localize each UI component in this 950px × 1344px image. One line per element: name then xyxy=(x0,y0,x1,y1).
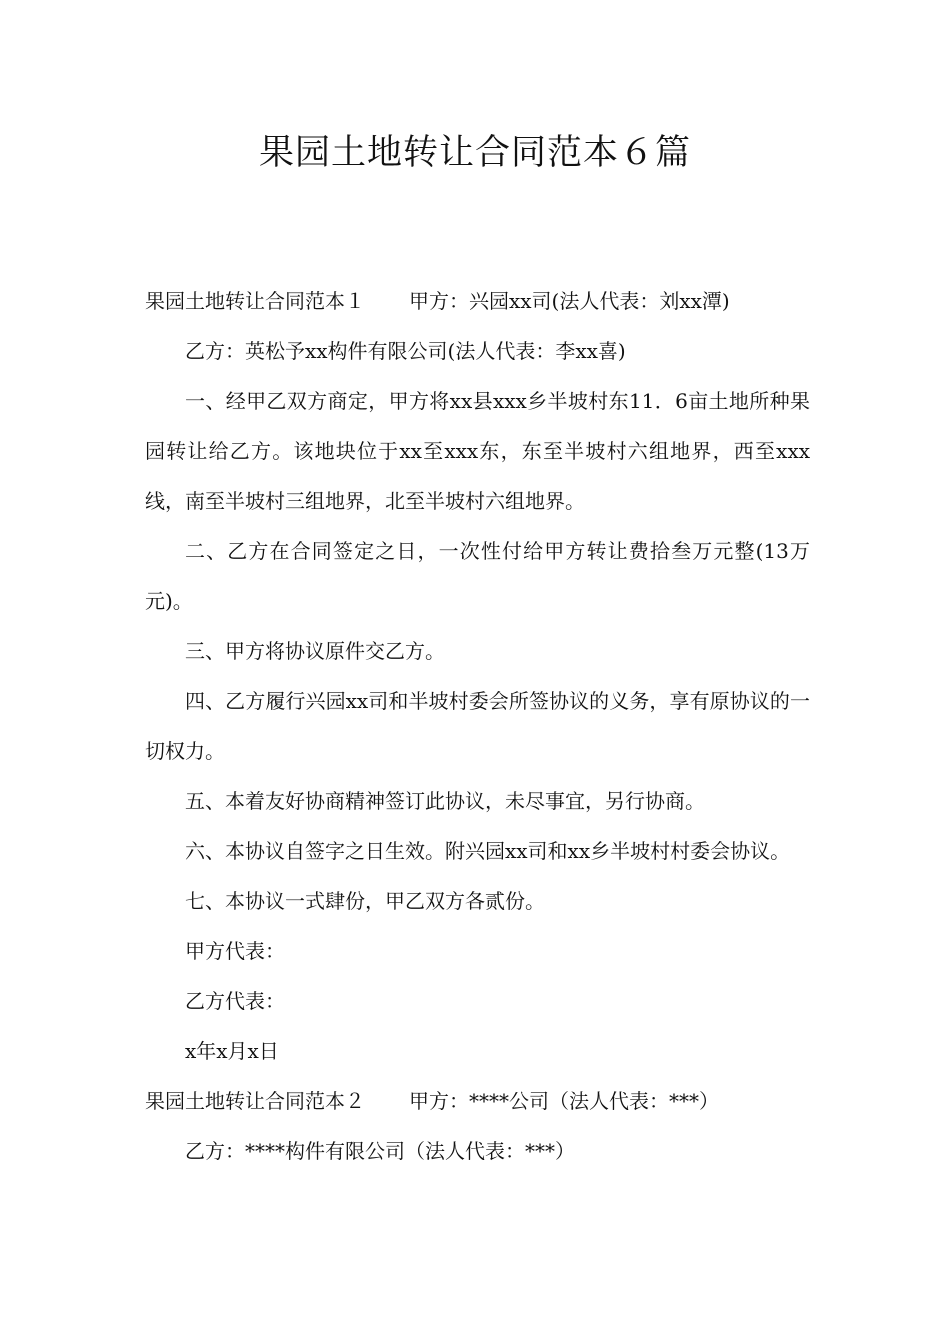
doc1-clause-5: 五、本着友好协商精神签订此协议，未尽事宜，另行协商。 xyxy=(185,789,705,813)
doc1-date: x年x月x日 xyxy=(185,1039,279,1063)
doc1-heading: 果园土地转让合同范本１ xyxy=(145,289,365,313)
doc1-clause-3: 三、甲方将协议原件交乙方。 xyxy=(185,639,445,663)
doc1-clause-7: 七、本协议一式肆份，甲乙双方各贰份。 xyxy=(185,889,545,913)
doc2-party-a: 甲方：****公司（法人代表：***） xyxy=(409,1089,719,1113)
doc1-clause-6: 六、本协议自签字之日生效。附兴园xx司和xx乡半坡村村委会协议。 xyxy=(185,839,791,863)
doc1-clause-2: 二、乙方在合同签定之日，一次性付给甲方转让费拾叁万元整(13万元)。 xyxy=(145,539,810,613)
doc2-heading-line xyxy=(145,1076,810,1126)
doc1-heading-line xyxy=(145,276,810,326)
page-title: 果园土地转让合同范本６篇 xyxy=(258,133,691,173)
doc2-party-b: 乙方：****构件有限公司（法人代表：***） xyxy=(185,1139,575,1163)
doc1-clause-1: 一、经甲乙双方商定，甲方将xx县xxx乡半坡村东11．6亩土地所种果园转让给乙方。该地块位于xx至xxx东，东至半坡村六组地界，西至xxx线，南至半坡村三组地界，北至半坡村六组地界。 xyxy=(145,389,810,513)
doc1-sign-a: 甲方代表： xyxy=(185,939,285,963)
document-body xyxy=(145,276,810,1176)
doc2-heading: 果园土地转让合同范本２ xyxy=(145,1089,365,1113)
doc1-party-a: 甲方：兴园xx司(法人代表：刘xx潭) xyxy=(409,289,730,313)
doc1-sign-b: 乙方代表： xyxy=(185,989,285,1013)
doc1-clause-4: 四、乙方履行兴园xx司和半坡村委会所签协议的义务，享有原协议的一切权力。 xyxy=(145,689,810,763)
doc1-party-b: 乙方：英松予xx构件有限公司(法人代表：李xx喜) xyxy=(185,339,626,363)
